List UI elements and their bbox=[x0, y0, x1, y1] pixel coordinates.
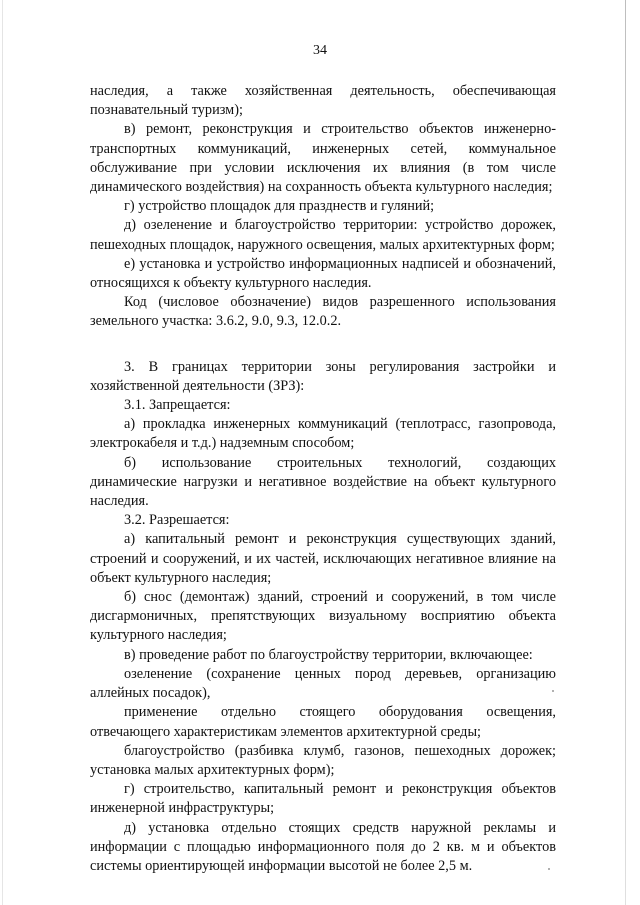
paragraph-6: Код (числовое обозначение) видов разрешенного использования земельного участка: 3.6.2, 9.0, 9.3, 12.0.2. bbox=[90, 294, 556, 330]
scan-edge-left bbox=[2, 0, 3, 905]
paragraph-3-2-c-lighting: применение отдельно стоящего оборудования освещения, отвечающего характеристикам элементов архитектурной среды; bbox=[90, 704, 556, 740]
scan-speck bbox=[548, 868, 550, 870]
paragraph-3-1-b: б) использование строительных технологий, создающих динамические нагрузки и негативное воздействие на объект культурного наследия. bbox=[90, 454, 556, 510]
paragraph-3-2-d: г) строительство, капитальный ремонт и реконструкция объектов инженерной инфраструктуры; bbox=[90, 781, 556, 817]
document-body bbox=[90, 82, 556, 876]
paragraph-1: наследия, а также хозяйственная деятельность, обеспечивающая познавательный туризм); bbox=[90, 83, 556, 119]
section-3-heading: 3. В границах территории зоны регулирования застройки и хозяйственной деятельности (ЗРЗ): bbox=[90, 358, 556, 394]
paragraph-3-1-a: а) прокладка инженерных коммуникаций (теплотрасс, газопровода, электрокабеля и т.д.) надземным способом; bbox=[90, 416, 556, 452]
paragraph-3-2-b: б) снос (демонтаж) зданий, строений и сооружений, в том числе дисгармоничных, препятствующих визуальному восприятию объекта культурного наследия; bbox=[90, 589, 556, 644]
paragraph-3-2-c-landscaping: благоустройство (разбивка клумб, газонов, пешеходных дорожек; установка малых архитектурных форм); bbox=[90, 742, 556, 778]
subsection-3-2-heading: 3.2. Разрешается: bbox=[124, 512, 230, 529]
page-number: 34 bbox=[313, 43, 327, 58]
paragraph-3-2-a: а) капитальный ремонт и реконструкция существующих зданий, строений и сооружений, и их частей, исключающих негативное влияние на объект культурного наследия; bbox=[90, 531, 556, 586]
scan-speck bbox=[552, 690, 554, 692]
paragraph-2: в) ремонт, реконструкция и строительство объектов инженерно-транспортных коммуникаций, инженерных сетей, коммунальное обслуживание при условии исключения их влияния (в том числе динамического воздействия) на сохранность объекта культурного наследия; bbox=[90, 121, 556, 196]
paragraph-5: е) установка и устройство информационных надписей и обозначений, относящихся к объекту культурного наследия. bbox=[90, 255, 556, 292]
scan-edge-right bbox=[625, 0, 626, 905]
paragraph-3-2-c-greening: озеленение (сохранение ценных пород деревьев, организацию аллейных посадок), bbox=[90, 665, 556, 702]
paragraph-3-2-e: д) установка отдельно стоящих средств наружной рекламы и информации с площадью информационного поля до 2 кв. м и объектов системы ориентирующей информации высотой не более 2,5 м. bbox=[90, 819, 556, 874]
paragraph-4: д) озеленение и благоустройство территории: устройство дорожек, пешеходных площадок, наружного освещения, малых архитектурных форм; bbox=[90, 217, 556, 253]
subsection-3-1-heading: 3.1. Запрещается: bbox=[124, 397, 231, 414]
paragraph-3: г) устройство площадок для празднеств и гуляний; bbox=[124, 198, 435, 215]
paragraph-3-2-c: в) проведение работ по благоустройству территории, включающее: bbox=[124, 646, 533, 663]
section-gap bbox=[90, 332, 556, 358]
